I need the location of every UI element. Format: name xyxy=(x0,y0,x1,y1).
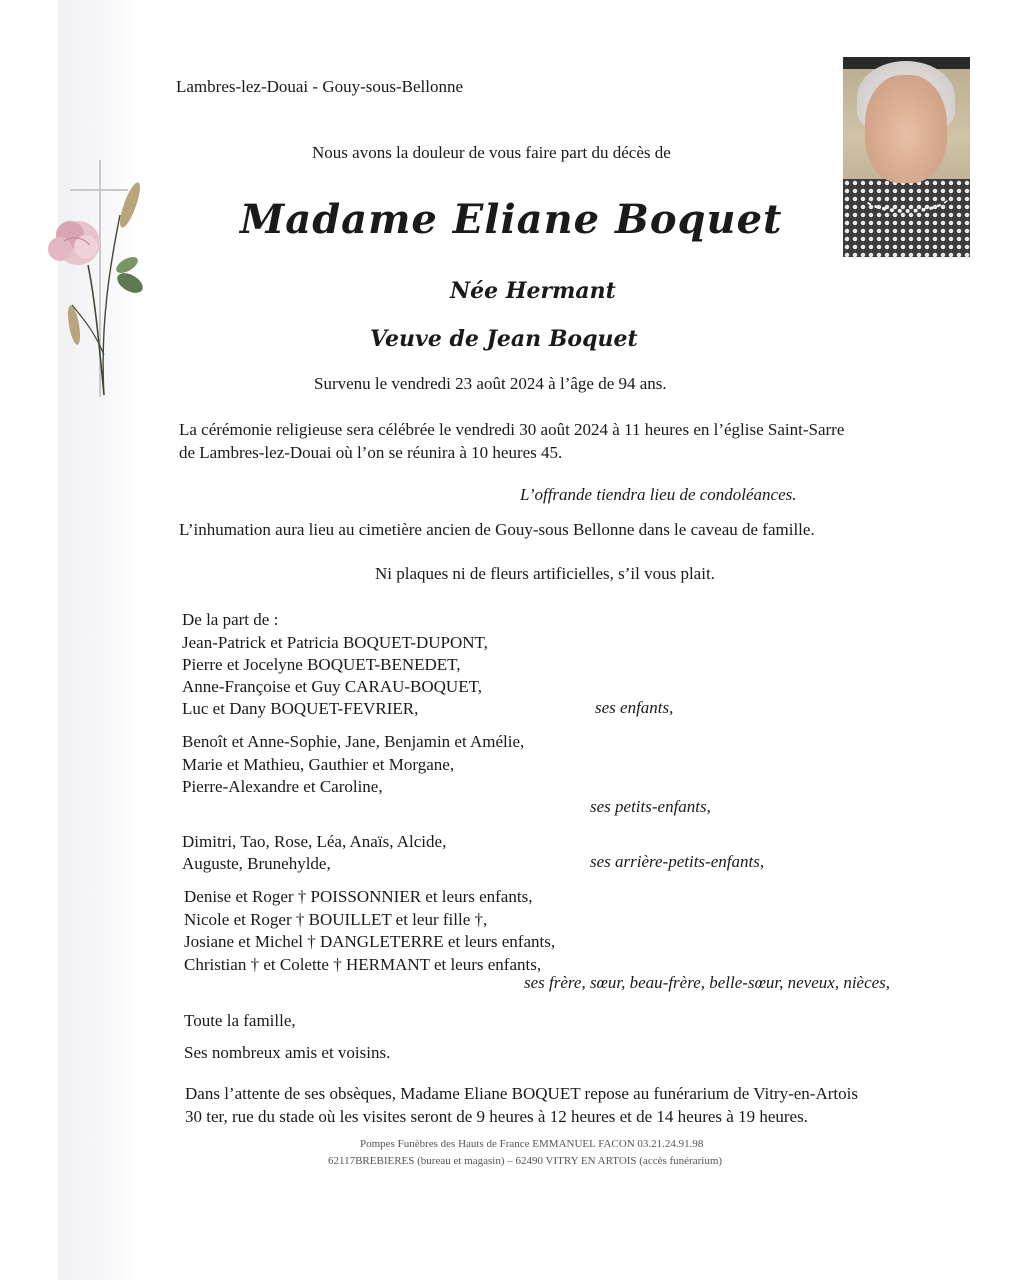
offering-note: L’offrande tiendra lieu de condoléances. xyxy=(520,485,797,504)
funeral-home-line-1: Pompes Funèbres des Hauts de France EMMANUEL FACON 03.21.24.91.98 xyxy=(360,1138,704,1150)
ceremony-line-1: La cérémonie religieuse sera célébrée le vendredi 30 août 2024 à 11 heures en l’église Saint-Sarre xyxy=(179,420,845,439)
siblings-label: ses frère, sœur, beau-frère, belle-sœur, neveux, nièces, xyxy=(524,973,891,992)
grandchild-line: Marie et Mathieu, Gauthier et Morgane, xyxy=(182,755,455,774)
sibling-line: Christian † et Colette † HERMANT et leurs enfants, xyxy=(184,955,542,974)
grandchild-line: Benoît et Anne-Sophie, Jane, Benjamin et Amélie, xyxy=(182,732,525,751)
children-label: ses enfants, xyxy=(595,698,674,717)
locality: Lambres-lez-Douai - Gouy-sous-Bellonne xyxy=(176,77,464,96)
child-line: Jean-Patrick et Patricia BOQUET-DUPONT, xyxy=(182,633,488,652)
grandchildren-label: ses petits-enfants, xyxy=(590,797,711,816)
ceremony-line-2: de Lambres-lez-Douai où l’on se réunira à 10 heures 45. xyxy=(179,443,563,462)
from-label: De la part de : xyxy=(182,610,279,629)
burial-text: L’inhumation aura lieu au cimetière ancien de Gouy-sous Bellonne dans le caveau de famille. xyxy=(179,520,815,539)
child-line: Pierre et Jocelyne BOQUET-BENEDET, xyxy=(182,655,461,674)
rest-line-2: 30 ter, rue du stade où les visites seront de 9 heures à 12 heures et de 14 heures à 19 heures. xyxy=(185,1107,808,1126)
great-grandchildren-label: ses arrière-petits-enfants, xyxy=(590,852,765,871)
great-grandchild-line: Dimitri, Tao, Rose, Léa, Anaïs, Alcide, xyxy=(182,832,447,851)
deceased-name: Madame Eliane Boquet xyxy=(240,196,783,243)
family-line: Toute la famille, xyxy=(184,1011,296,1030)
grandchild-line: Pierre-Alexandre et Caroline, xyxy=(182,777,383,796)
sibling-line: Denise et Roger † POISSONNIER et leurs enfants, xyxy=(184,887,533,906)
rest-line-1: Dans l’attente de ses obsèques, Madame Eliane BOQUET repose au funérarium de Vitry-en-Artois xyxy=(185,1084,858,1103)
date-of-death: Survenu le vendredi 23 août 2024 à l’âge de 94 ans. xyxy=(314,374,667,393)
child-line: Luc et Dany BOQUET-FEVRIER, xyxy=(182,699,419,718)
portrait-photo xyxy=(843,57,970,257)
child-line: Anne-Françoise et Guy CARAU-BOQUET, xyxy=(182,677,482,696)
cross-flower-icon xyxy=(30,155,160,405)
funeral-home-line-2: 62117BREBIERES (bureau et magasin) – 62490 VITRY EN ARTOIS (accès funérarium) xyxy=(328,1155,723,1167)
great-grandchild-line: Auguste, Brunehylde, xyxy=(182,854,331,873)
sibling-line: Josiane et Michel † DANGLETERRE et leurs enfants, xyxy=(184,932,556,951)
maiden-name: Née Hermant xyxy=(450,278,616,304)
no-flowers-text: Ni plaques ni de fleurs artificielles, s’il vous plait. xyxy=(375,564,715,583)
sibling-line: Nicole et Roger † BOUILLET et leur fille †, xyxy=(184,910,488,929)
intro-text: Nous avons la douleur de vous faire part du décès de xyxy=(312,143,671,162)
friends-line: Ses nombreux amis et voisins. xyxy=(184,1043,391,1062)
widow-of: Veuve de Jean Boquet xyxy=(370,326,638,352)
